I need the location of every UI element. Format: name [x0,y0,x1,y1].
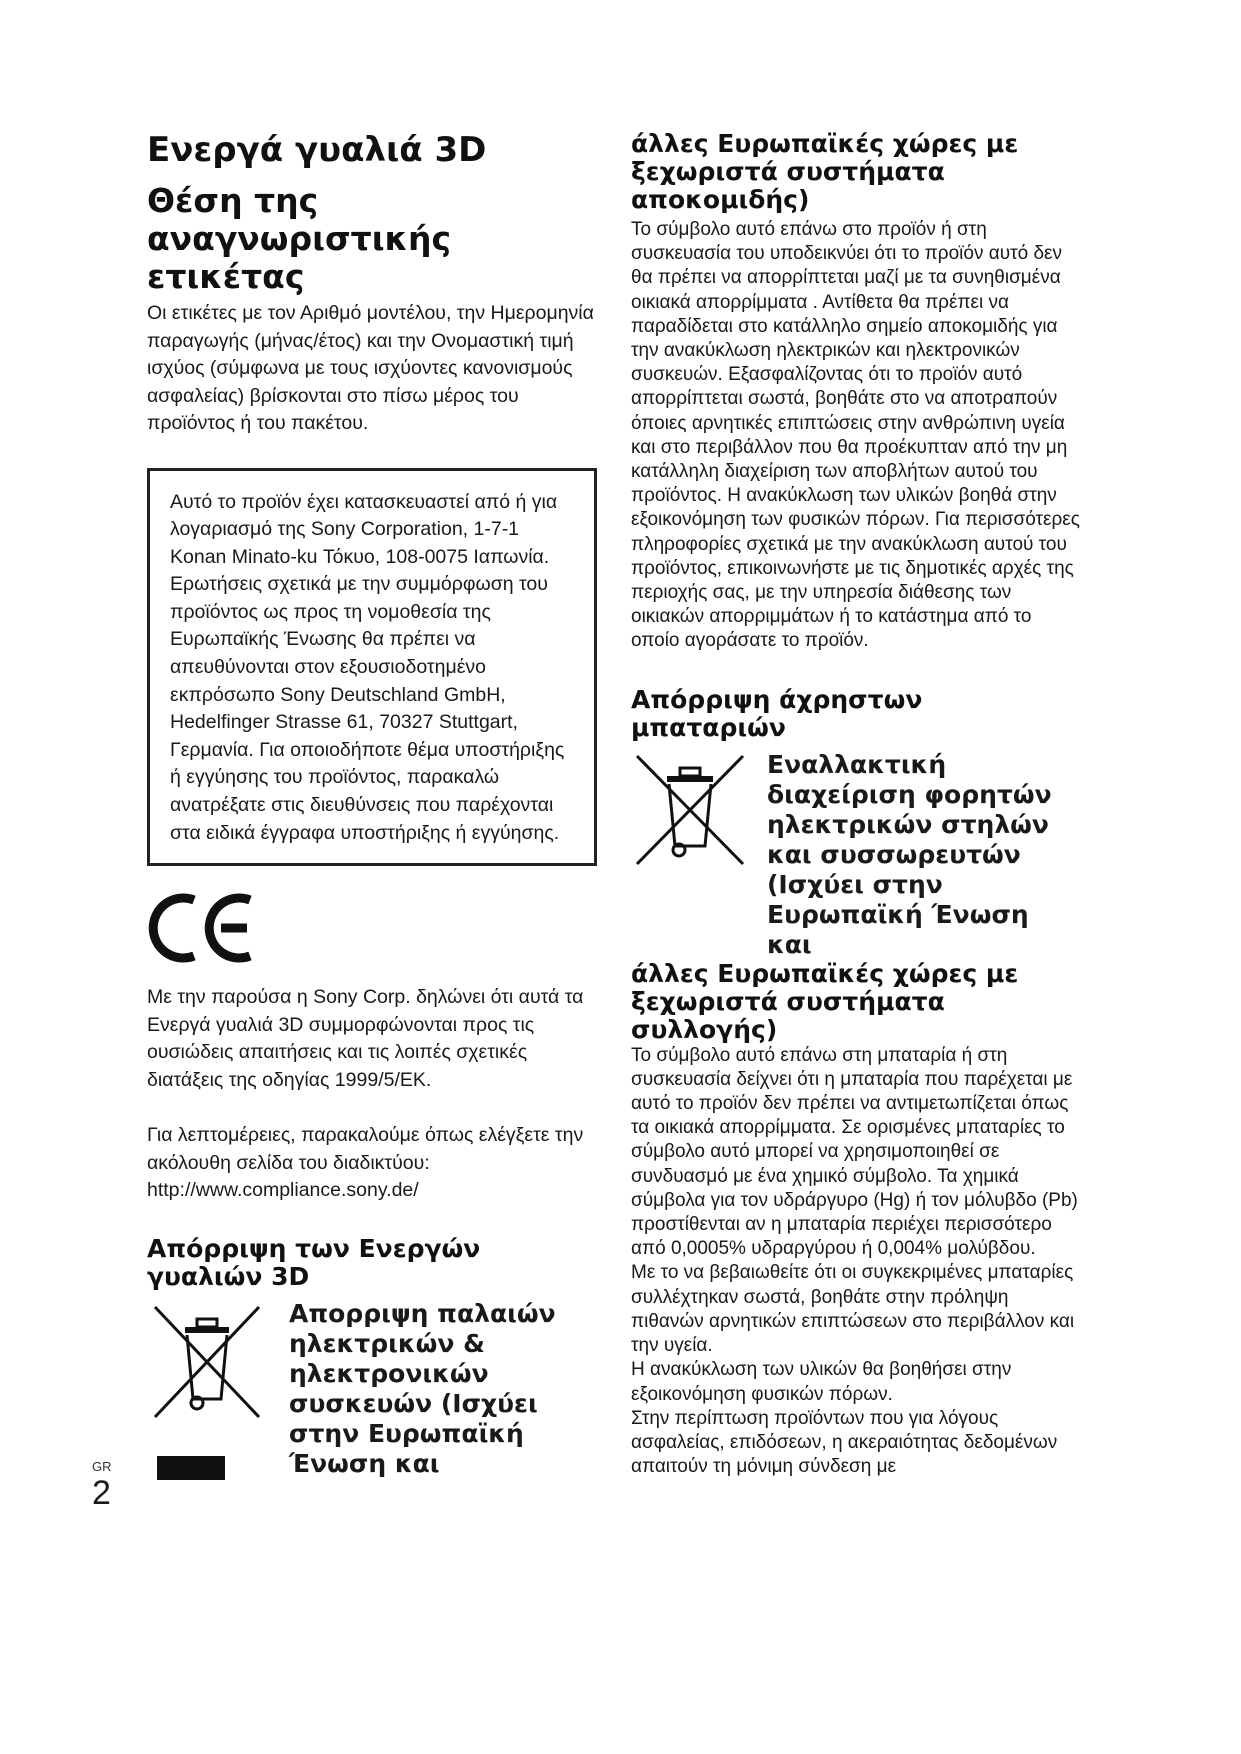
details-text: Για λεπτομέρειες, παρακαλούμε όπως ελέγξετε την ακόλουθη σελίδα του διαδικτύου: [147,1124,584,1174]
manufacturer-notice-box [147,468,597,867]
crossed-bin-battery-icon [631,750,749,960]
battery-text-2: Με το να βεβαιωθείτε ότι οι συγκεκριμένες μπαταρίες συλλέχτηκαν σωστά, βοηθάτε στην πρόληψη πιθανών αρνητικών επιπτώσεων στο περιβάλλον και την υγεία. [631,1262,1075,1357]
weee-row [147,1299,597,1480]
language-code: GR [92,1459,112,1474]
crossed-bin-icon [147,1299,267,1480]
weee-text: Το σύμβολο αυτό επάνω στο προϊόν ή στη συσκευασία του υποδεικνύει ότι το προϊόν αυτό δεν θα πρέπει να απορρίπτεται μαζί με τα συνηθισμένα οικιακά απορρίμματα . Αντίθετα θα πρέπει να παραδίδεται στο κατάλληλο σημείο αποκομιδής για την ανακύκλωση ηλεκτρικών και ηλεκτρονικών συσκευών. Εξασφαλίζοντας ότι το προϊόν αυτό απορρίπτεται σωστά, βοηθάτε στο να αποτραπούν όποιες αρνητικές επιπτώσεις στην ανθρώπινη υγεία και στο περιβάλλον που θα προέκυπταν από την μη κατάλληλη διαχείριση των αποβλήτων αυτού του προϊόντος. Η ανακύκλωση των υλικών βοηθά στην εξοικονόμηση των φυσικών πόρων. Για περισσότερες πληροφορίες σχετικά με την ανακύκλωση αυτού του προϊόντος, επικοινωνήστε με τις δημοτικές αρχές της περιοχής σας, με την υπηρεσία διάθεσης των οικιακών απορριμμάτων ή το κατάστημα από το οποίο αγοράσατε το προϊόν. [631,219,1080,652]
weee-bar-icon [157,1456,225,1480]
page-title: Ενεργά γυαλιά 3D [147,130,487,170]
declaration-text: Με την παρούσα η Sony Corp. δηλώνει ότι αυτά τα Ενεργά γυαλιά 3D συμμορφώνονται προς τις ουσιώδεις απαιτήσεις και τις λοιπές σχετικές διατάξεις της οδηγίας 1999/5/ΕΚ. [147,986,584,1091]
battery-text-3: Η ανακύκλωση των υλικών θα βοηθήσει στην εξοικονόμηση φυσικών πόρων. [631,1359,1012,1405]
right-column [631,130,1081,1479]
label-location-text: Οι ετικέτες με τον Αριθμό μοντέλου, την Ημερομηνία παραγωγής (μήνας/έτος) και την Ονομαστική τιμή ισχύος (σύμφωνα με τους ισχύοντες κανονισμούς ασφαλείας) βρίσκονται στο πίσω μέρος του προϊόντος ή του πακέτου. [147,302,594,434]
battery-heading: Απόρριψη άχρηστων μπαταριών [631,684,923,742]
battery-text-1: Το σύμβολο αυτό επάνω στη μπαταρία ή στη συσκευασία δείχνει ότι η μπαταρία που παρέχεται με αυτό το προϊόν δεν πρέπει να αντιμετωπίζεται όπως τα οικιακά απορρίμματα. Σε ορισμένες μπαταρίες το σύμβολο αυτό μπορεί να χρησιμοποιηθεί σε συνδυασμό με ένα χημικό σύμβολο. Τα χημικά σύμβολα για τον υδράργυρο (Hg) ή τον μόλυβδο (Pb) προστίθενται αν η μπαταρία περιέχει περισσότερο από 0,0005% υδραργύρου ή 0,004% μολύβδου. [631,1044,1078,1260]
weee-heading: Απορριψη παλαιών ηλεκτρικών & ηλεκτρονικών συσκευών (Ισχύει στην Ευρωπαϊκή Ένωση και [289,1298,556,1478]
battery-row [631,750,1081,960]
disposal-heading: Απόρριψη των Ενεργών γυαλιών 3D [147,1233,481,1291]
battery-subheading-continued: άλλες Ευρωπαϊκές χώρες με ξεχωριστά συστήματα συλλογής) [631,958,1019,1044]
page-number [92,1459,112,1510]
weee-heading-continued: άλλες Ευρωπαϊκές χώρες με ξεχωριστά συστήματα αποκομιδής) [631,129,1019,214]
page-number-value: 2 [92,1474,111,1512]
label-location-heading: Θέση της αναγνωριστικής ετικέτας [147,181,452,296]
left-column [147,130,597,1480]
battery-subheading: Εναλλακτική διαχείριση φορητών ηλεκτρικών στηλών και συσσωρευτών (Ισχύει στην Ευρωπαϊκή Ένωση και [767,749,1052,959]
manufacturer-notice-text: Αυτό το προϊόν έχει κατασκευαστεί από ή για λογαριασμό της Sony Corporation, 1-7-1 Konan Minato-ku Τόκυο, 108-0075 Ιαπωνία. Ερωτήσεις σχετικά με την συμμόρφωση του προϊόντος ως προς τη νομοθεσία της Ευρωπαϊκής Ένωσης θα πρέπει να απευθύνονται στον εξουσιοδοτημένο εκπρόσωπο Sony Deutschland GmbH, Hedelfinger Strasse 61, 70327 Stuttgart, Γερμανία. Για οποιοδήποτε θέμα υποστήριξης ή εγγύησης του προϊόντος, παρακαλώ ανατρέξατε στις διευθύνσεις που παρέχονται στα ειδικά έγγραφα υποστήριξης ή εγγύησης. [170,490,565,844]
ce-mark-icon [147,888,267,968]
battery-text-4: Στην περίπτωση προϊόντων που για λόγους ασφαλείας, επιδόσεων, η ακεραιότητας δεδομένων απαιτούν τη μόνιμη σύνδεση με [631,1407,1058,1478]
compliance-link[interactable]: http://www.compliance.sony.de/ [147,1179,419,1202]
